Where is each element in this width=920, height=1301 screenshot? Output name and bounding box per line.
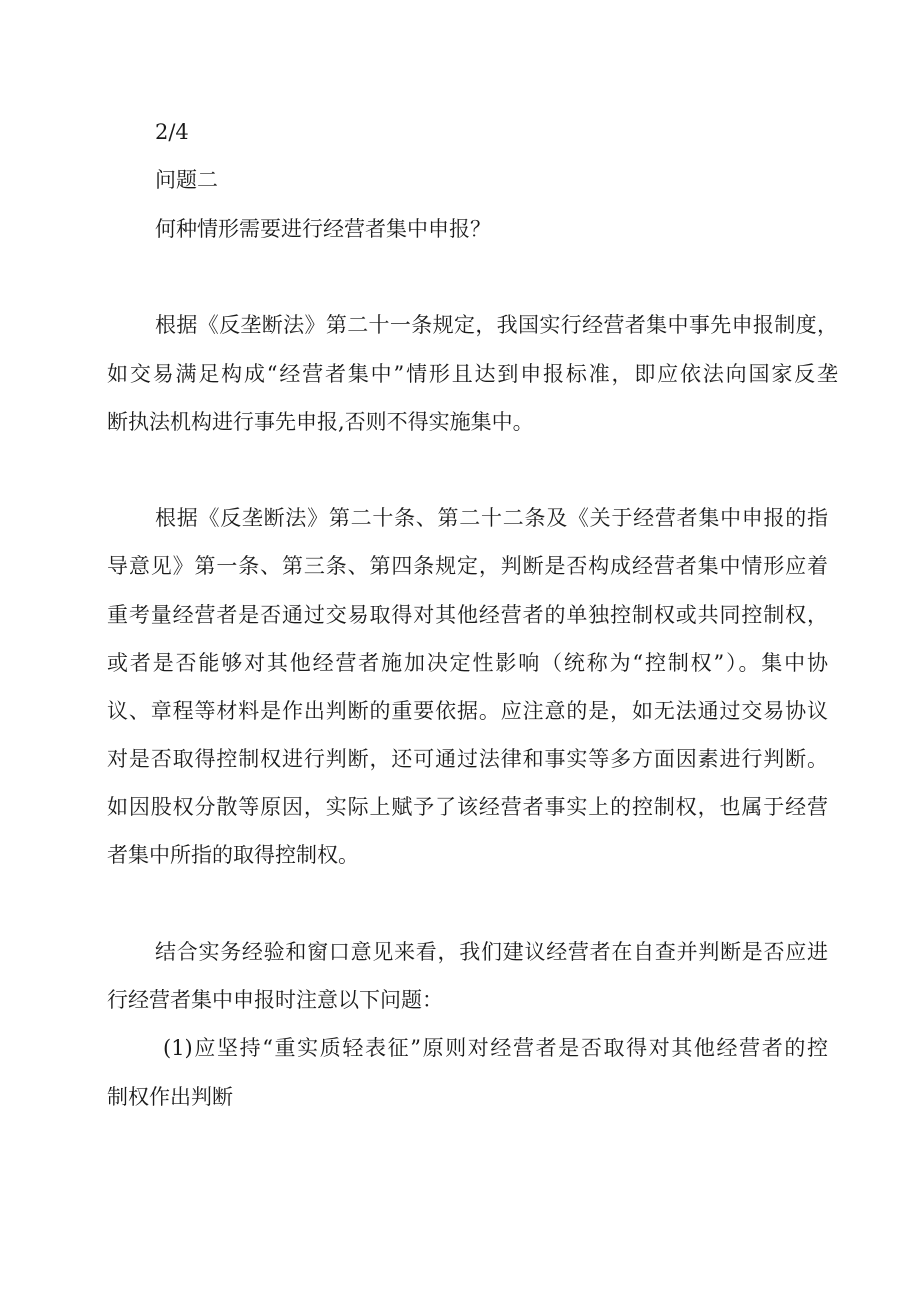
paragraph-3-line-1: 结合实务经验和窗口意见来看，我们建议经营者在自查并判断是否应进 xyxy=(155,940,828,964)
item-1-line-1: (1)应坚持“重实质轻表征”原则对经营者是否取得对其他经营者的控 xyxy=(163,1036,828,1060)
paragraph-2-line-8: 者集中所指的取得控制权。 xyxy=(107,843,359,867)
paragraph-2-line-2: 导意见》第一条、第三条、第四条规定，判断是否构成经营者集中情形应着 xyxy=(107,554,828,578)
paragraph-2-line-7: 如因股权分散等原因，实际上赋予了该经营者事实上的控制权，也属于经营 xyxy=(107,795,828,819)
paragraph-2-line-4: 或者是否能够对其他经营者施加决定性影响（统称为“控制权”）。集中协 xyxy=(107,651,828,675)
question-title: 何种情形需要进行经营者集中申报？ xyxy=(155,217,491,241)
page-number: 2/4 xyxy=(155,120,189,144)
paragraph-2-line-5: 议、章程等材料是作出判断的重要依据。应注意的是，如无法通过交易协议 xyxy=(107,699,828,723)
paragraph-3-line-2: 行经营者集中申报时注意以下问题： xyxy=(107,988,443,1012)
paragraph-2-line-6: 对是否取得控制权进行判断，还可通过法律和事实等多方面因素进行判断。 xyxy=(107,747,828,771)
section-heading: 问题二 xyxy=(155,168,218,192)
paragraph-2-line-1: 根据《反垄断法》第二十条、第二十二条及《关于经营者集中申报的指 xyxy=(155,506,828,530)
item-1-line-2: 制权作出判断 xyxy=(107,1085,233,1109)
paragraph-1-line-1: 根据《反垄断法》第二十一条规定，我国实行经营者集中事先申报制度， xyxy=(155,313,838,337)
paragraph-1-line-2: 如交易满足构成“经营者集中”情形且达到申报标准，即应依法向国家反垄 xyxy=(107,362,838,386)
paragraph-2-line-3: 重考量经营者是否通过交易取得对其他经营者的单独控制权或共同控制权， xyxy=(107,603,828,627)
paragraph-1-line-3: 断执法机构进行事先申报,否则不得实施集中。 xyxy=(107,410,534,434)
